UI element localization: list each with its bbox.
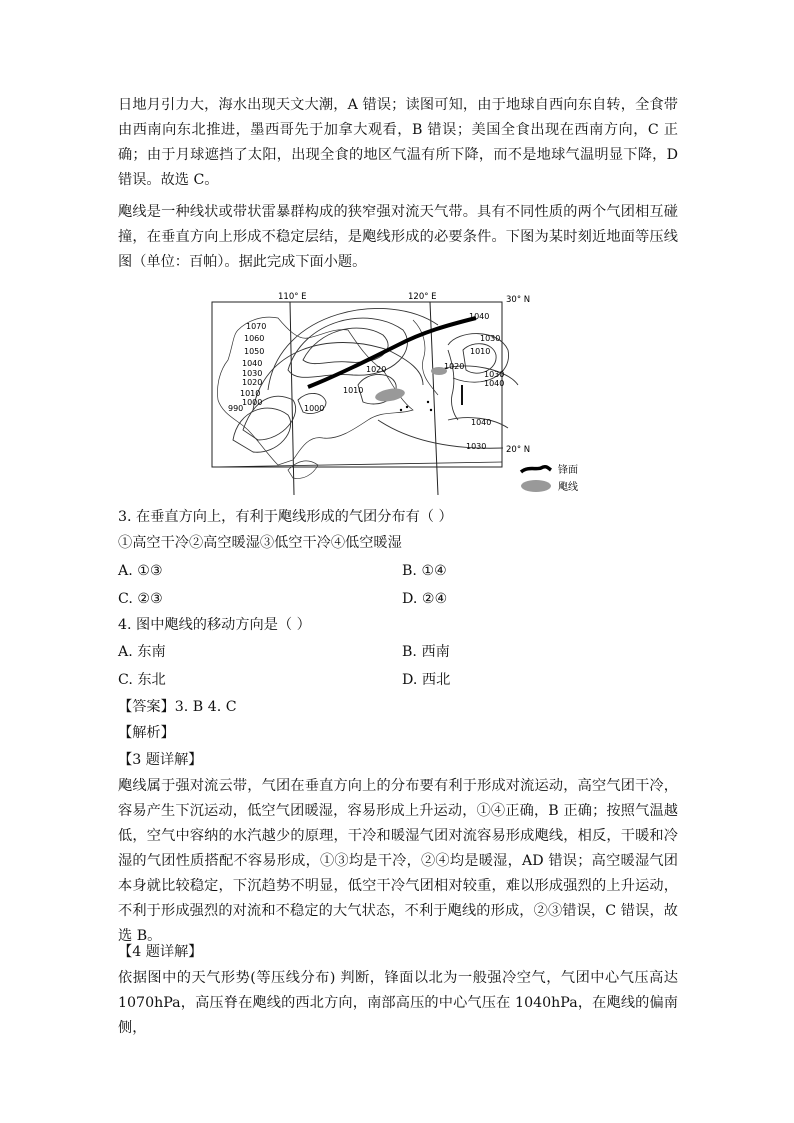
q3-option-c[interactable]: C. ②③	[118, 591, 163, 607]
q3-stem: 3. 在垂直方向上，有利于飑线形成的气团分布有（ ）	[118, 509, 453, 525]
q4-option-b[interactable]: B. 西南	[402, 644, 450, 660]
q3-option-a[interactable]: A. ①③	[118, 563, 163, 579]
isobar-label: 1040	[242, 359, 263, 368]
isobar-label: 1070	[246, 322, 267, 331]
isobar-label: 1010	[343, 386, 364, 395]
lat-label-20: 20° N	[506, 445, 531, 455]
q4-detail-text: 依据图中的天气形势(等压线分布) 判断，锋面以北为一般强冷空气，气团中心气压高达 1070hPa，高压脊在飑线的西北方向，南部高压的中心气压在 1040hPa，在飑线的偏南侧，	[118, 970, 678, 1036]
isobar-label: 1020	[444, 362, 465, 371]
isobar-label: 1030	[484, 370, 505, 379]
isobar-label: 1040	[484, 379, 505, 388]
isobar-label: 1040	[469, 312, 490, 321]
q3-option-b[interactable]: B. ①④	[402, 563, 447, 579]
isobar-label: 1030	[466, 442, 487, 451]
q4-option-c[interactable]: C. 东北	[118, 672, 166, 688]
lon-label-110: 110° E	[278, 292, 307, 302]
legend-front-label: 锋面	[558, 465, 578, 476]
legend-front-symbol	[521, 467, 551, 472]
isobar-label: 1010	[240, 389, 261, 398]
legend-squall-symbol	[521, 480, 551, 492]
isobar-map	[208, 290, 588, 500]
q4-stem: 4. 图中飑线的移动方向是（ ）	[118, 617, 311, 633]
q3-option-d[interactable]: D. ②④	[402, 591, 448, 607]
isobar-label: 1000	[304, 404, 325, 413]
isobar-label: 1000	[242, 398, 263, 407]
analysis-heading: 【解析】	[118, 725, 175, 741]
question-stem-paragraph: 飑线是一种线状或带状雷暴群构成的狭窄强对流天气带。具有不同性质的两个气团相互碰撞，在垂直方向上形成不稳定层结，是飑线形成的必要条件。下图为某时刻近地面等压线图（单位：百帕）。据此完成下面小题。	[118, 204, 678, 270]
isobar-label: 1010	[470, 347, 491, 356]
lon-label-120: 120° E	[408, 292, 437, 302]
isobar-label: 1050	[244, 347, 265, 356]
isobar-label: 1060	[244, 334, 265, 343]
isobar-label: 1030	[480, 334, 501, 343]
q3-choices: ①高空干冷②高空暖湿③低空干冷④低空暖湿	[118, 535, 402, 551]
isobar-label: 1020	[242, 378, 263, 387]
q3-detail-heading: 【3 题详解】	[118, 752, 203, 768]
q4-detail-heading: 【4 题详解】	[118, 944, 203, 960]
isobar-label: 1030	[242, 369, 263, 378]
q4-option-d[interactable]: D. 西北	[402, 672, 451, 688]
legend-squall-label: 飑线	[558, 482, 578, 493]
intro-paragraph: 日地月引力大，海水出现天文大潮，A 错误；读图可知，由于地球自西向东自转，全食带由西南向东北推进，墨西哥先于加拿大观看，B 错误；美国全食出现在西南方向，C 正确；由于月球遮挡了太阳，出现全食的地区气温有所下降，而不是地球气温明显下降，D 错误。故选 C。	[118, 97, 678, 188]
q4-option-a[interactable]: A. 东南	[118, 644, 166, 660]
isobar-label: 990	[228, 404, 244, 413]
lat-label-30: 30° N	[506, 295, 531, 305]
isobar-label: 1020	[366, 365, 387, 374]
squall-line-west	[374, 386, 406, 403]
q3-detail-text: 飑线属于强对流云带，气团在垂直方向上的分布要有利于形成对流运动，高空气团干冷，容易产生下沉运动，低空气团暖湿，容易形成上升运动，①④正确，B 正确；按照气温越低，空气中容纳的水汽越少的原理，干冷和暖湿气团对流容易形成飑线，相反，干暖和冷湿的气团性质搭配不容易形成，①③均是干冷，②④均是暖湿，AD 错误；高空暖湿气团本身就比较稳定，下沉趋势不明显，低空干冷气团相对较重，难以形成强烈的上升运动，不利于形成强烈的对流和不稳定的大气状态，不利于飑线的形成，②③错误，C 错误，故选 B。	[118, 778, 678, 944]
answer-line: 【答案】3. B 4. C	[118, 699, 237, 715]
isobar-label: 1040	[471, 418, 492, 427]
